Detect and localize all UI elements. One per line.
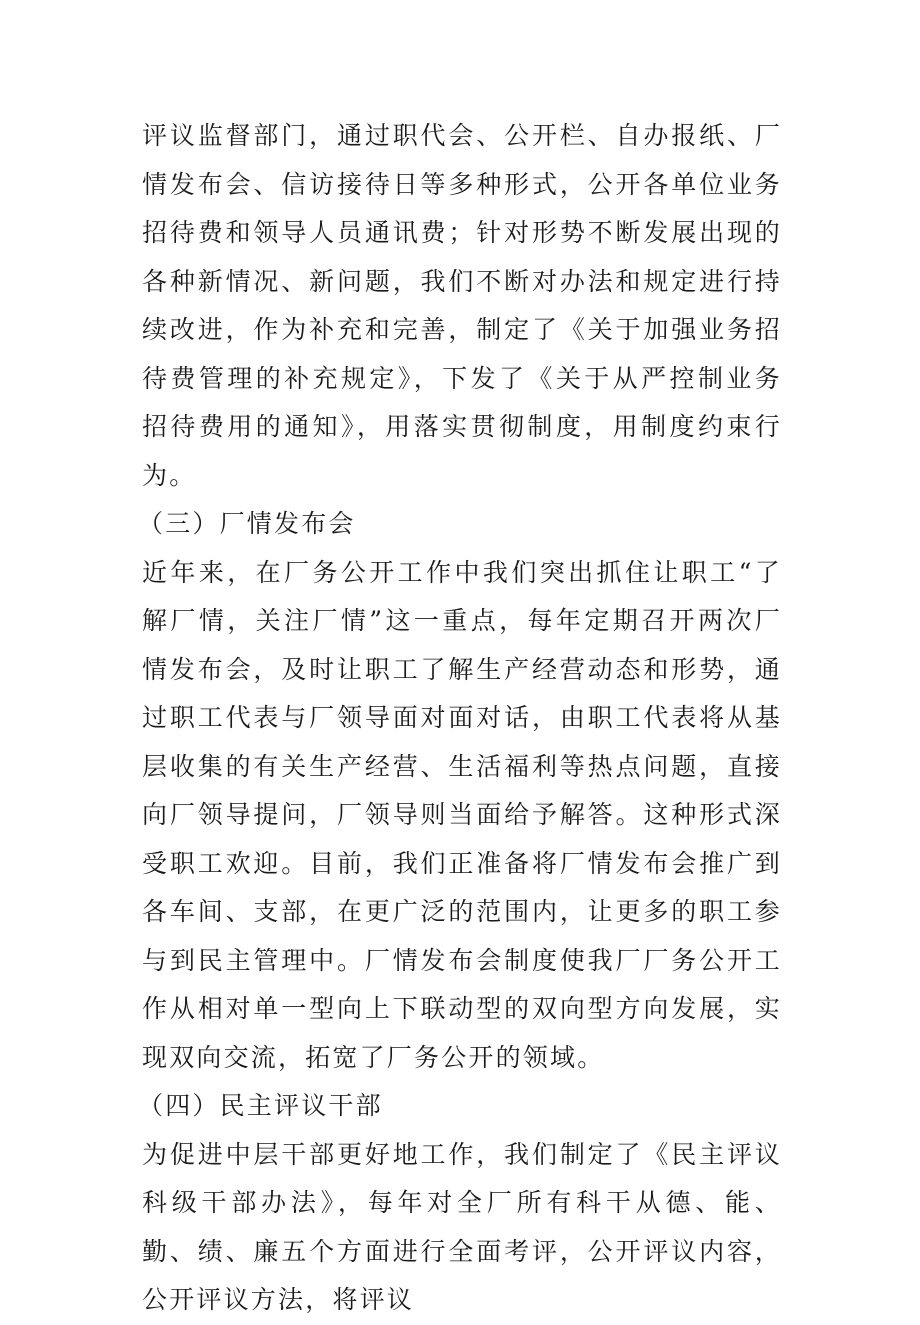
document-body: [138, 112, 782, 1325]
section-heading-factory-briefing: （三）厂情发布会: [138, 509, 356, 538]
paragraph-hospitality-expense-disclosure: 评议监督部门，通过职代会、公开栏、自办报纸、厂情发布会、信访接待日等多种形式，公开各单位业务招待费和领导人员通讯费；针对形势不断发展出现的各种新情况、新问题，我们不断对办法和规定进行持续改进，作为补充和完善，制定了《关于加强业务招待费管理的补充规定》，下发了《关于从严控制业务招待费用的通知》，用落实贯彻制度，用制度约束行为。: [142, 121, 782, 490]
paragraph-cadre-evaluation: 为促进中层干部更好地工作，我们制定了《民主评议科级干部办法》，每年对全厂所有科干从德、能、勤、绩、廉五个方面进行全面考评，公开评议内容，公开评议方法，将评议: [142, 1139, 782, 1314]
paragraph-factory-briefing: 近年来，在厂务公开工作中我们突出抓住让职工“了解厂情，关注厂情”这一重点，每年定期召开两次厂情发布会，及时让职工了解生产经营动态和形势，通过职工代表与厂领导面对面对话，由职工代表将从基层收集的有关生产经营、生活福利等热点问题，直接向厂领导提问，厂领导则当面给予解答。这种形式深受职工欢迎。目前，我们正准备将厂情发布会推广到各车间、支部，在更广泛的范围内，让更多的职工参与到民主管理中。厂情发布会制度使我厂厂务公开工作从相对单一型向上下联动型的双向型方向发展，实现双向交流，拓宽了厂务公开的领域。: [142, 557, 782, 1072]
section-heading-cadre-evaluation: （四）民主评议干部: [138, 1091, 383, 1120]
